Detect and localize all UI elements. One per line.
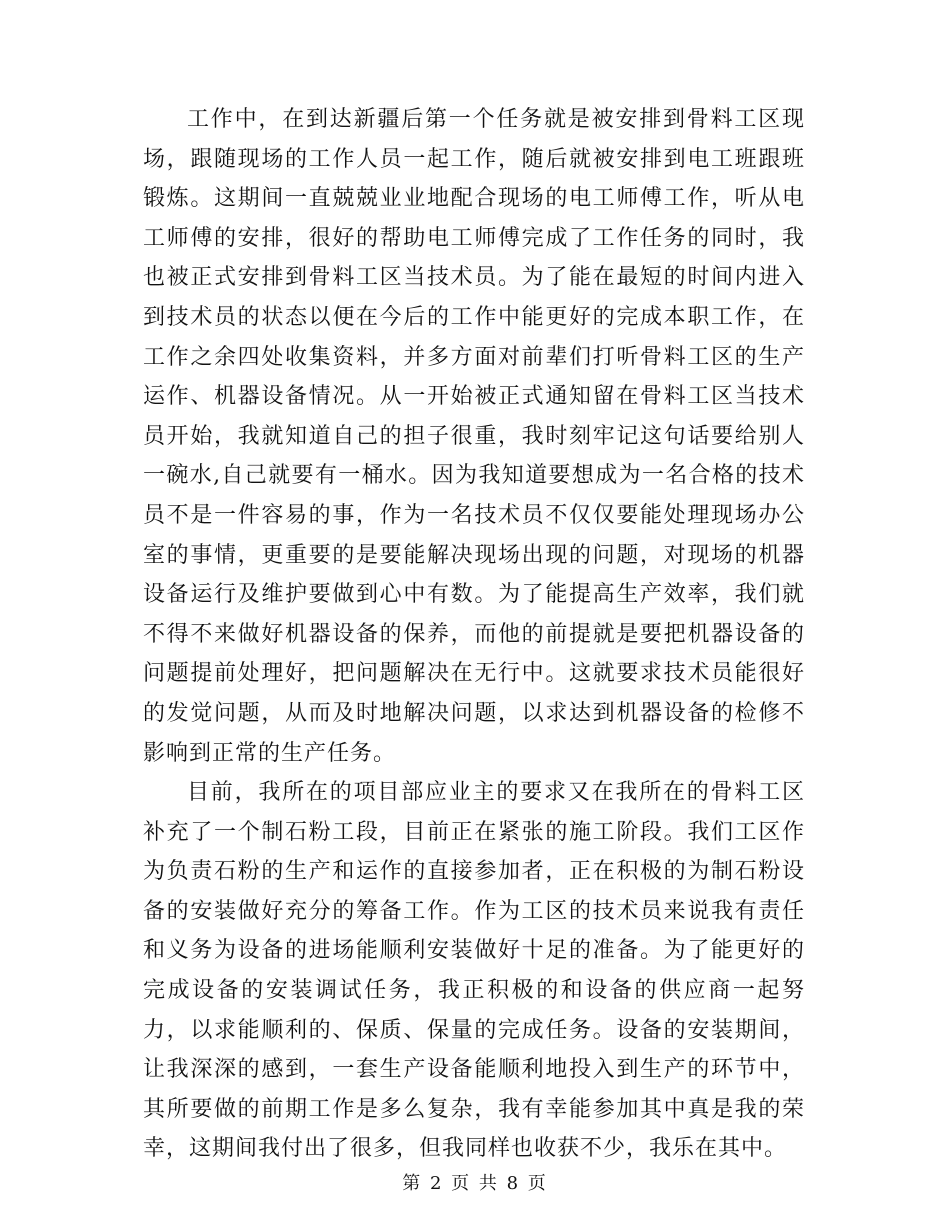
page-number-footer: 第 2 页 共 8 页 xyxy=(402,1173,548,1194)
paragraph-2: 目前，我所在的项目部应业主的要求又在我所在的骨料工区补充了一个制石粉工段，目前正在紧张的施工阶段。我们工区作为负责石粉的生产和运作的直接参加者，正在积极的为制石粉设备的安装做好充分的筹备工作。作为工区的技术员来说我有责任和义务为设备的进场能顺利安装做好十足的准备。为了能更好的完成设备的安装调试任务，我正积极的和设备的供应商一起努力，以求能顺利的、保质、保量的完成任务。设备的安装期间，让我深深的感到，一套生产设备能顺利地投入到生产的环节中，其所要做的前期工作是多么复杂，我有幸能参加其中真是我的荣幸，这期间我付出了很多，但我同样也收获不少，我乐在其中。 xyxy=(143,780,805,1162)
paragraph-1: 工作中，在到达新疆后第一个任务就是被安排到骨料工区现场，跟随现场的工作人员一起工作，随后就被安排到电工班跟班锻炼。这期间一直兢兢业业地配合现场的电工师傅工作，听从电工师傅的安排，很好的帮助电工师傅完成了工作任务的同时，我也被正式安排到骨料工区当技术员。为了能在最短的时间内进入到技术员的状态以便在今后的工作中能更好的完成本职工作，在工作之余四处收集资料，并多方面对前辈们打听骨料工区的生产运作、机器设备情况。从一开始被正式通知留在骨料工区当技术员开始，我就知道自己的担子很重，我时刻牢记这句话要给别人一碗水,自己就要有一桶水。因为我知道要想成为一名合格的技术员不是一件容易的事，作为一名技术员不仅仅要能处理现场办公室的事情，更重要的是要能解决现场出现的问题，对现场的机器设备运行及维护要做到心中有数。为了能提高生产效率，我们就不得不来做好机器设备的保养，而他的前提就是要把机器设备的问题提前处理好，把问题解决在无行中。这就要求技术员能很好的发觉问题，从而及时地解决问题，以求达到机器设备的检修不影响到正常的生产任务。 xyxy=(143,107,805,766)
document-body xyxy=(143,100,805,1169)
